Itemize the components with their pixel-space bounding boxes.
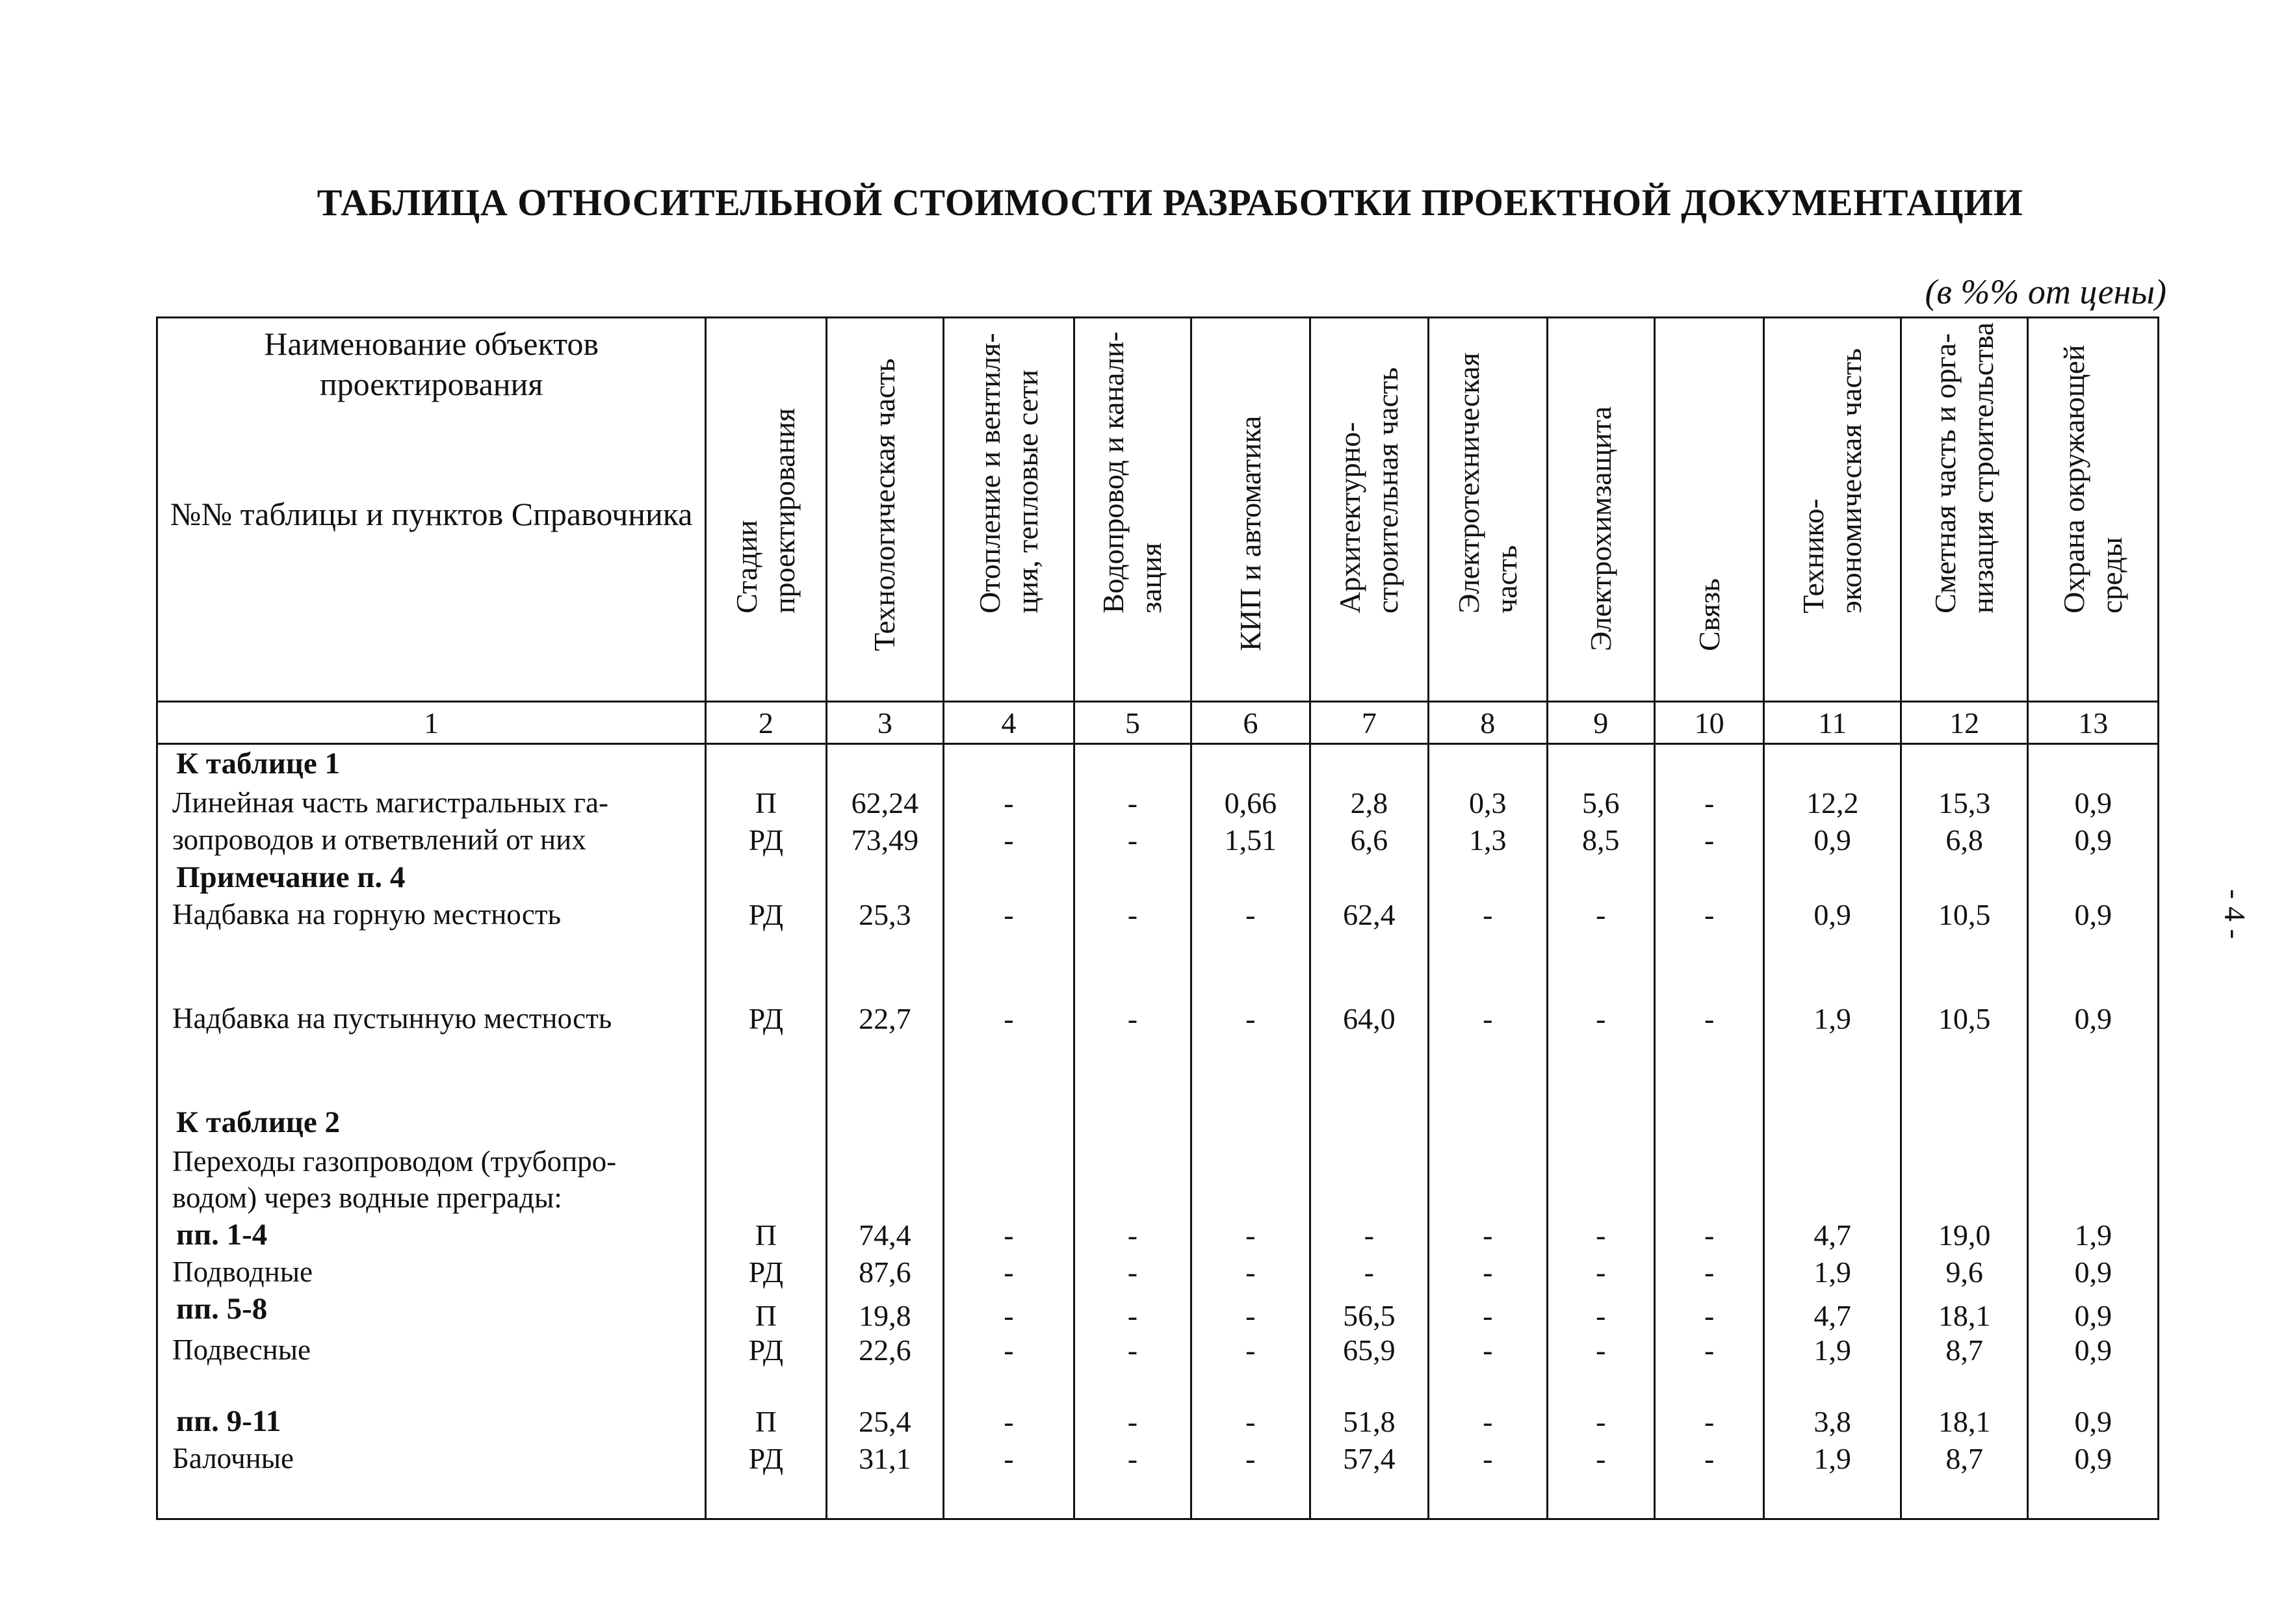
column-number: 11: [1764, 702, 1901, 744]
section-heading: К таблице 1: [176, 747, 340, 780]
header-col-3: [826, 318, 943, 702]
value-cell: 73,49: [851, 823, 919, 857]
values-column-11: [1764, 744, 1901, 1519]
value-cell: 18,1: [1938, 1405, 1991, 1438]
value-cell: 0,66: [1224, 786, 1277, 819]
value-cell: 18,1: [1938, 1299, 1991, 1332]
header-label: Стадии проектирования: [730, 408, 801, 613]
value-cell: 56,5: [1343, 1299, 1396, 1332]
value-cell: -: [1245, 1334, 1256, 1367]
row-name: зопроводов и ответвлений от них: [172, 823, 586, 856]
header-name-cell: [157, 318, 706, 702]
value-cell: 65,9: [1343, 1334, 1396, 1367]
table-body: [157, 744, 2159, 1519]
value-cell: -: [1596, 1256, 1606, 1289]
row-name: водом) через водные преграды:: [172, 1181, 562, 1214]
column-number: 13: [2028, 702, 2159, 744]
value-cell: -: [1127, 1256, 1138, 1289]
stage-cell: П: [755, 1299, 777, 1332]
value-cell: 31,1: [859, 1442, 911, 1475]
value-cell: 74,4: [859, 1218, 911, 1252]
header-label: Электротехническая часть: [1451, 352, 1523, 613]
value-cell: -: [1004, 823, 1014, 857]
stage-cell: РД: [748, 1002, 784, 1035]
value-cell: -: [1127, 823, 1138, 857]
value-cell: -: [1004, 1405, 1014, 1438]
value-cell: 8,7: [1945, 1334, 1983, 1367]
column-number-row: [157, 702, 2159, 744]
header-col-13: [2028, 318, 2159, 702]
value-cell: -: [1127, 1002, 1138, 1035]
document-title: ТАБЛИЦА ОТНОСИТЕЛЬНОЙ СТОИМОСТИ РАЗРАБОТКИ ПРОЕКТНОЙ ДОКУМЕНТАЦИИ: [317, 181, 2023, 224]
value-cell: -: [1483, 898, 1493, 931]
unit-note: (в %% от цены): [1925, 272, 2166, 311]
row-name: Линейная часть магистральных га-: [172, 786, 608, 819]
stage-cell: РД: [748, 898, 784, 931]
value-cell: -: [1245, 1256, 1256, 1289]
value-cell: -: [1704, 898, 1715, 931]
value-cell: 4,7: [1814, 1299, 1851, 1332]
value-cell: -: [1483, 1002, 1493, 1035]
value-cell: -: [1704, 823, 1715, 857]
value-cell: 12,2: [1806, 786, 1859, 819]
value-cell: 25,4: [859, 1405, 911, 1438]
value-cell: -: [1127, 1442, 1138, 1475]
value-cell: -: [1245, 898, 1256, 931]
value-cell: 51,8: [1343, 1405, 1396, 1438]
row-name: Переходы газопроводом (трубопро-: [172, 1145, 617, 1178]
value-cell: -: [1127, 1218, 1138, 1252]
value-cell: -: [1245, 1002, 1256, 1035]
names-column: [157, 744, 706, 1519]
header-col-2: [706, 318, 826, 702]
header-label: Технологическая часть: [868, 358, 902, 651]
header-label: Архитектурно- строительная часть: [1333, 367, 1405, 613]
column-number: 12: [1901, 702, 2028, 744]
values-column-5: [1074, 744, 1191, 1519]
row-name: Подводные: [172, 1256, 313, 1288]
section-heading: пп. 1-4: [176, 1218, 268, 1252]
value-cell: -: [1245, 1299, 1256, 1332]
value-cell: -: [1364, 1256, 1374, 1289]
value-cell: -: [1004, 1334, 1014, 1367]
header-col-9: [1547, 318, 1654, 702]
value-cell: -: [1704, 1256, 1715, 1289]
column-number: 7: [1310, 702, 1428, 744]
header-label: Сметная часть и орга- низация строительства: [1929, 322, 2000, 613]
value-cell: -: [1704, 1442, 1715, 1475]
value-cell: -: [1483, 1256, 1493, 1289]
value-cell: -: [1596, 898, 1606, 931]
value-cell: 25,3: [859, 898, 911, 931]
value-cell: -: [1127, 1405, 1138, 1438]
stage-cell: П: [755, 1405, 777, 1438]
value-cell: -: [1704, 1299, 1715, 1332]
stage-cell: П: [755, 786, 777, 819]
column-number: 9: [1547, 702, 1654, 744]
value-cell: -: [1004, 1002, 1014, 1035]
value-cell: -: [1245, 1405, 1256, 1438]
stage-cell: РД: [748, 1256, 784, 1289]
header-col-12: [1901, 318, 2028, 702]
values-column-13: [2028, 744, 2159, 1519]
value-cell: -: [1483, 1405, 1493, 1438]
value-cell: -: [1483, 1218, 1493, 1252]
header-row: [157, 318, 2159, 702]
stage-cell: РД: [748, 823, 784, 857]
header-label: Охрана окружающей среды: [2057, 344, 2129, 613]
value-cell: 1,9: [2074, 1218, 2112, 1252]
value-cell: 0,9: [2074, 786, 2112, 819]
header-col-10: [1654, 318, 1763, 702]
value-cell: 19,8: [859, 1299, 911, 1332]
value-cell: -: [1004, 1299, 1014, 1332]
value-cell: -: [1245, 1218, 1256, 1252]
value-cell: 1,9: [1814, 1256, 1851, 1289]
value-cell: 2,8: [1350, 786, 1388, 819]
value-cell: 6,6: [1350, 823, 1388, 857]
value-cell: -: [1704, 1405, 1715, 1438]
stage-cell: РД: [748, 1442, 784, 1475]
row-name: Надбавка на горную местность: [172, 898, 562, 931]
values-column-8: [1429, 744, 1547, 1519]
value-cell: 9,6: [1945, 1256, 1983, 1289]
value-cell: 1,3: [1469, 823, 1507, 857]
value-cell: -: [1704, 1334, 1715, 1367]
row-name: Надбавка на пустынную местность: [172, 1002, 612, 1035]
value-cell: -: [1004, 1442, 1014, 1475]
header-name-line2: №№ таблицы и пунктов Справочника: [170, 496, 693, 532]
header-col-5: [1074, 318, 1191, 702]
value-cell: 1,9: [1814, 1002, 1851, 1035]
values-column-12: [1901, 744, 2028, 1519]
stage-cell: П: [755, 1218, 777, 1252]
stage-cell: РД: [748, 1334, 784, 1367]
value-cell: -: [1245, 1442, 1256, 1475]
value-cell: -: [1596, 1002, 1606, 1035]
value-cell: 4,7: [1814, 1218, 1851, 1252]
header-label: Технико- экономическая часть: [1797, 348, 1868, 613]
value-cell: -: [1127, 1334, 1138, 1367]
value-cell: 62,4: [1343, 898, 1396, 931]
header-col-7: [1310, 318, 1428, 702]
column-number: 10: [1654, 702, 1763, 744]
value-cell: -: [1004, 786, 1014, 819]
section-heading: К таблице 2: [176, 1105, 340, 1139]
value-cell: 0,3: [1469, 786, 1507, 819]
section-heading: пп. 9-11: [176, 1404, 281, 1438]
values-column-2: [706, 744, 826, 1519]
column-number: 2: [706, 702, 826, 744]
value-cell: 87,6: [859, 1256, 911, 1289]
column-number: 8: [1429, 702, 1547, 744]
value-cell: 64,0: [1343, 1002, 1396, 1035]
value-cell: 1,9: [1814, 1442, 1851, 1475]
values-column-9: [1547, 744, 1654, 1519]
value-cell: -: [1127, 898, 1138, 931]
header-label: Отопление и вентиля- ция, тепловые сети: [972, 333, 1044, 613]
value-cell: 6,8: [1945, 823, 1983, 857]
value-cell: 1,51: [1224, 823, 1277, 857]
value-cell: -: [1004, 1256, 1014, 1289]
header-label: Связь: [1692, 578, 1726, 651]
value-cell: -: [1704, 1002, 1715, 1035]
value-cell: -: [1127, 786, 1138, 819]
value-cell: -: [1704, 1218, 1715, 1252]
column-number: 6: [1191, 702, 1310, 744]
value-cell: 10,5: [1938, 898, 1991, 931]
value-cell: 0,9: [2074, 1002, 2112, 1035]
value-cell: 0,9: [2074, 1405, 2112, 1438]
value-cell: -: [1004, 898, 1014, 931]
value-cell: 1,9: [1814, 1334, 1851, 1367]
header-col-8: [1429, 318, 1547, 702]
value-cell: -: [1704, 786, 1715, 819]
value-cell: 0,9: [2074, 1256, 2112, 1289]
column-number: 4: [944, 702, 1074, 744]
header-col-6: [1191, 318, 1310, 702]
column-number: 1: [157, 702, 706, 744]
values-column-6: [1191, 744, 1310, 1519]
value-cell: 57,4: [1343, 1442, 1396, 1475]
header-label: КИП и автоматика: [1233, 415, 1267, 651]
value-cell: 0,9: [2074, 1442, 2112, 1475]
value-cell: 3,8: [1814, 1405, 1851, 1438]
value-cell: 62,24: [851, 786, 919, 819]
value-cell: 0,9: [1814, 823, 1851, 857]
header-label: Водопровод и канали- зация: [1097, 331, 1168, 613]
section-heading: Примечание п. 4: [176, 860, 406, 894]
value-cell: 22,6: [859, 1334, 911, 1367]
value-cell: 22,7: [859, 1002, 911, 1035]
value-cell: 8,7: [1945, 1442, 1983, 1475]
page-number: - 4 -: [2218, 889, 2252, 939]
value-cell: 5,6: [1581, 786, 1620, 819]
cost-table: [156, 316, 2159, 1520]
value-cell: -: [1127, 1299, 1138, 1332]
value-cell: -: [1596, 1442, 1606, 1475]
value-cell: 0,9: [2074, 898, 2112, 931]
value-cell: -: [1483, 1334, 1493, 1367]
values-column-7: [1310, 744, 1428, 1519]
section-heading: пп. 5-8: [176, 1292, 268, 1326]
value-cell: 19,0: [1938, 1218, 1991, 1252]
values-column-10: [1654, 744, 1763, 1519]
column-number: 5: [1074, 702, 1191, 744]
value-cell: 8,5: [1581, 823, 1620, 857]
values-column-3: [826, 744, 943, 1519]
value-cell: -: [1596, 1405, 1606, 1438]
value-cell: 10,5: [1938, 1002, 1991, 1035]
value-cell: -: [1596, 1218, 1606, 1252]
value-cell: -: [1364, 1218, 1374, 1252]
header-col-4: [944, 318, 1074, 702]
column-number: 3: [826, 702, 943, 744]
row-name: Подвесные: [172, 1334, 311, 1366]
header-col-11: [1764, 318, 1901, 702]
header-label: Электрохимзащита: [1583, 406, 1617, 651]
value-cell: 0,9: [1814, 898, 1851, 931]
value-cell: -: [1483, 1442, 1493, 1475]
row-name: Балочные: [172, 1442, 294, 1475]
value-cell: 0,9: [2074, 1334, 2112, 1367]
value-cell: -: [1596, 1299, 1606, 1332]
value-cell: -: [1483, 1299, 1493, 1332]
header-name-line1: Наименование объектов проектирования: [264, 326, 599, 402]
value-cell: 0,9: [2074, 1299, 2112, 1332]
values-column-4: [944, 744, 1074, 1519]
value-cell: 0,9: [2074, 823, 2112, 857]
value-cell: 15,3: [1938, 786, 1991, 819]
value-cell: -: [1004, 1218, 1014, 1252]
value-cell: -: [1596, 1334, 1606, 1367]
